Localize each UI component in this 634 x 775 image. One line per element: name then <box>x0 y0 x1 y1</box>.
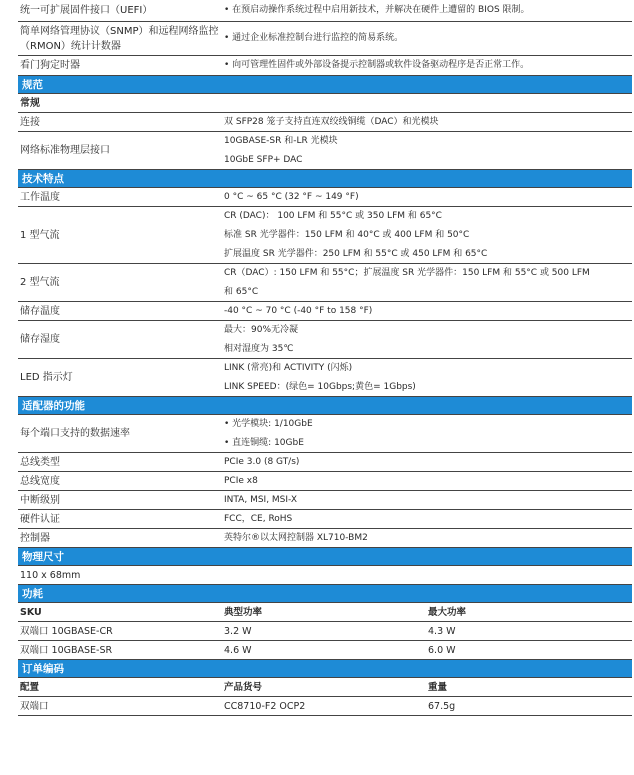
row-label: 简单网络管理协议（SNMP）和远程网络监控（RMON）统计计数器 <box>20 25 219 52</box>
row-value-line: LINK SPEED：(绿色= 10Gbps;黄色= 1Gbps) <box>224 381 416 392</box>
section-header-order: 订单编码 <box>18 660 632 678</box>
table-row <box>18 641 632 660</box>
row-value-line: • 光学模块: 1/10GbE <box>224 418 313 429</box>
table-row <box>18 453 632 472</box>
table-cell: 6.0 W <box>428 645 456 656</box>
row-value-line: • 通过企业标准控制台进行监控的简易系统。 <box>224 33 404 43</box>
row-value-line: 和 65°C <box>224 286 259 297</box>
row-value <box>220 415 632 452</box>
spec-table <box>18 113 632 170</box>
row-label: 储存温度 <box>20 305 60 317</box>
row-label: 1 型气流 <box>20 229 60 241</box>
row-value <box>220 188 632 206</box>
section-header-adapter: 适配器的功能 <box>18 397 632 415</box>
table-cell: CC8710-F2 OCP2 <box>224 701 306 712</box>
table-row <box>18 188 632 207</box>
table-cell: 3.2 W <box>224 626 252 637</box>
row-value-line: 0 °C ~ 65 °C (32 °F ~ 149 °F) <box>224 191 359 202</box>
row-label: 中断级别 <box>20 494 60 506</box>
table-cell: 双端口 10GBASE-CR <box>20 626 113 637</box>
table-row <box>18 510 632 529</box>
order-header-part: 产品货号 <box>224 682 263 693</box>
row-label: 网络标准物理层接口 <box>20 145 110 156</box>
row-value <box>220 453 632 471</box>
physical-size-value: 110 x 68mm <box>18 566 632 585</box>
table-row <box>18 491 632 510</box>
row-label: 每个端口支持的数据速率 <box>20 428 130 439</box>
row-label: 看门狗定时器 <box>20 60 80 71</box>
table-row <box>18 132 632 170</box>
row-value <box>220 510 632 528</box>
row-label: 总线类型 <box>20 456 60 468</box>
row-value-line: 10GbE SFP+ DAC <box>224 154 303 165</box>
row-value-line: PCIe x8 <box>224 475 258 486</box>
order-table <box>18 697 632 716</box>
spec-sheet <box>18 0 632 716</box>
table-row <box>18 529 632 548</box>
row-value-line: 扩展温度 SR 光学器件：250 LFM 和 55°C 或 450 LFM 和 65°C <box>224 248 488 259</box>
section-header-power: 功耗 <box>18 585 632 603</box>
row-value-line: -40 °C ~ 70 °C (-40 °F to 158 °F) <box>224 305 373 316</box>
table-cell: 4.6 W <box>224 645 252 656</box>
power-header-typical: 典型功率 <box>224 607 263 618</box>
table-row <box>18 22 632 56</box>
row-value-line: • 直连铜缆: 10GbE <box>224 437 304 448</box>
table-cell: 4.3 W <box>428 626 456 637</box>
row-value-line: 标准 SR 光学器件：150 LFM 和 40°C 或 400 LFM 和 50°C <box>224 229 470 240</box>
table-row <box>18 359 632 397</box>
order-header-config: 配置 <box>20 682 40 693</box>
table-row <box>18 472 632 491</box>
order-table-header <box>18 678 632 697</box>
row-value <box>220 302 632 320</box>
order-header-weight: 重量 <box>428 682 448 693</box>
table-row <box>18 56 632 76</box>
tech-table <box>18 188 632 397</box>
table-row <box>18 321 632 359</box>
row-value <box>220 56 632 75</box>
row-value-line: • 在预启动操作系统过程中启用新技术，并解决在硬件上遭留的 BIOS 限制。 <box>224 5 530 15</box>
row-value-line: 英特尔®以太网控制器 XL710-BM2 <box>224 532 368 543</box>
row-value-line: INTA, MSI, MSI-X <box>224 494 298 505</box>
row-value <box>220 22 632 55</box>
table-row <box>18 415 632 453</box>
row-label: 控制器 <box>20 532 50 544</box>
row-value-line: • 向可管理性固件或外部设备提示控制器或软件设备驱动程序是否正常工作。 <box>224 60 530 70</box>
row-label: 储存湿度 <box>20 334 60 345</box>
table-cell: 67.5g <box>428 701 456 712</box>
table-row <box>18 207 632 264</box>
table-row <box>18 697 632 716</box>
row-value <box>220 132 632 169</box>
row-value <box>220 529 632 547</box>
row-label: 工作温度 <box>20 191 60 203</box>
row-label: 2 型气流 <box>20 277 60 288</box>
row-value <box>220 321 632 358</box>
table-row <box>18 264 632 302</box>
row-label: 总线宽度 <box>20 475 60 487</box>
row-value-line: 相对湿度为 35℃ <box>224 343 294 354</box>
section-header-spec: 规范 <box>18 76 632 94</box>
row-value-line: FCC，CE, RoHS <box>224 513 293 524</box>
row-label: 硬件认证 <box>20 513 60 525</box>
row-value <box>220 359 632 396</box>
row-value <box>220 491 632 509</box>
row-value <box>220 113 632 131</box>
row-value-line: 最大：90%无冷凝 <box>224 324 299 335</box>
subsection-general: 常规 <box>18 94 632 113</box>
table-cell: 双端口 <box>20 701 49 712</box>
table-row <box>18 113 632 132</box>
feature-table <box>18 0 632 76</box>
table-cell: 双端口 10GBASE-SR <box>20 645 113 656</box>
power-table <box>18 622 632 660</box>
row-label: 连接 <box>20 116 40 128</box>
row-label: 统一可扩展固件接口（UEFI） <box>20 5 153 16</box>
row-value-line: LINK (常亮)和 ACTIVITY (闪烁) <box>224 362 353 373</box>
table-row <box>18 302 632 321</box>
row-value-line: CR (DAC)： 100 LFM 和 55°C 或 350 LFM 和 65°C <box>224 210 442 221</box>
section-header-physical: 物理尺寸 <box>18 548 632 566</box>
power-header-max: 最大功率 <box>428 607 467 618</box>
table-row <box>18 622 632 641</box>
adapter-table <box>18 415 632 548</box>
row-value-line: CR（DAC）: 150 LFM 和 55°C；扩展温度 SR 光学器件：150 LFM 和 55°C 或 500 LFM <box>224 267 590 278</box>
row-value <box>220 264 632 301</box>
row-value <box>220 207 632 263</box>
table-row <box>18 0 632 22</box>
row-value-line: PCIe 3.0 (8 GT/s) <box>224 456 300 467</box>
power-table-header <box>18 603 632 622</box>
row-value-line: 10GBASE-SR 和-LR 光模块 <box>224 135 338 146</box>
row-value <box>220 472 632 490</box>
section-header-tech: 技术特点 <box>18 170 632 188</box>
row-value-line: 双 SFP28 笼子支持直连双绞线铜缆（DAC）和光模块 <box>224 116 439 127</box>
power-header-sku: SKU <box>20 607 42 618</box>
row-label: LED 指示灯 <box>20 372 73 383</box>
row-value <box>220 0 632 21</box>
